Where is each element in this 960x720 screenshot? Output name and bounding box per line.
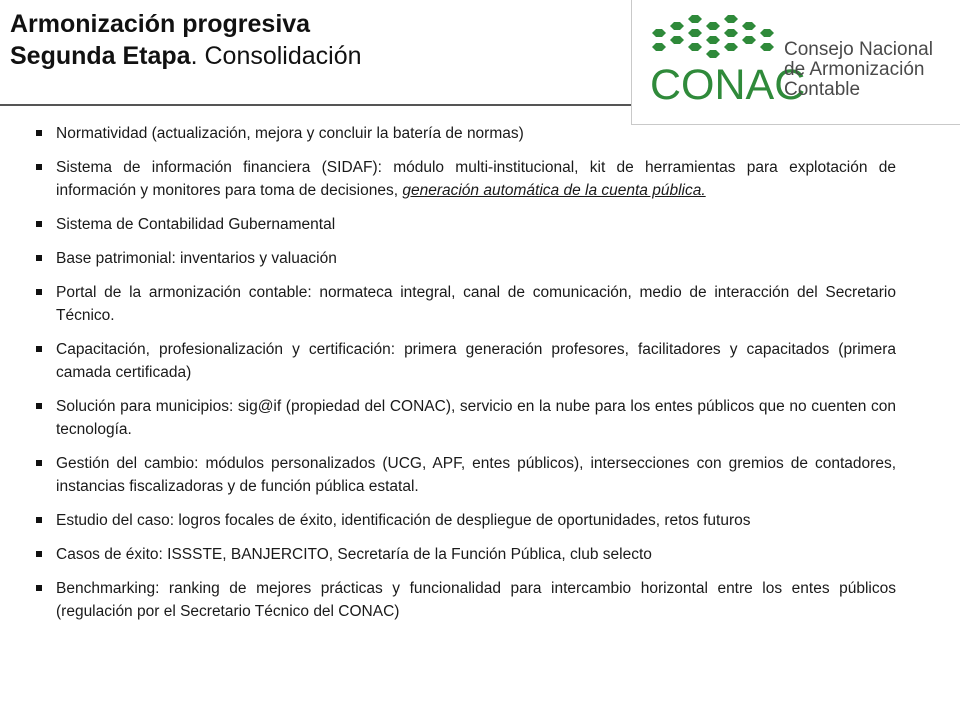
bullet-text: Benchmarking: ranking de mejores prácticas y funcionalidad para intercambio horizontal entre los entes públicos (regulación por el Secretario Técnico del CONAC) <box>56 580 896 620</box>
square-bullet-icon <box>36 221 42 227</box>
square-bullet-icon <box>36 289 42 295</box>
bullet-list <box>36 122 896 634</box>
square-bullet-icon <box>36 517 42 523</box>
list-item <box>36 247 896 270</box>
list-item <box>36 452 896 498</box>
list-item <box>36 543 896 566</box>
square-bullet-icon <box>36 130 42 136</box>
bullet-text: Sistema de Contabilidad Gubernamental <box>56 216 336 233</box>
logo-full-name <box>784 40 933 100</box>
list-item <box>36 338 896 384</box>
title-line-2-bold: Segunda Etapa <box>10 42 191 70</box>
bullet-text: Portal de la armonización contable: normateca integral, canal de comunicación, medio de interacción del Secretario Técnico. <box>56 284 896 324</box>
list-item <box>36 213 896 236</box>
list-item <box>36 281 896 327</box>
conac-logo <box>631 0 960 125</box>
logo-acronym: CONAC <box>650 61 806 109</box>
slide-title <box>10 8 362 72</box>
title-divider <box>0 104 632 106</box>
square-bullet-icon <box>36 164 42 170</box>
list-item <box>36 577 896 623</box>
logo-name-line-2: de Armonización <box>784 59 925 80</box>
bullet-text: Base patrimonial: inventarios y valuación <box>56 250 337 267</box>
title-line-1: Armonización progresiva <box>10 10 311 38</box>
title-line-2 <box>10 40 362 72</box>
square-bullet-icon <box>36 460 42 466</box>
bullet-text: Normatividad (actualización, mejora y concluir la batería de normas) <box>56 125 524 142</box>
square-bullet-icon <box>36 551 42 557</box>
bullet-text: Gestión del cambio: módulos personalizados (UCG, APF, entes públicos), intersecciones con gremios de contadores, instancias fiscalizadoras y de función pública estatal. <box>56 455 896 495</box>
list-item <box>36 509 896 532</box>
logo-name-line-1: Consejo Nacional <box>784 39 933 60</box>
bullet-text: Casos de éxito: ISSSTE, BANJERCITO, Secretaría de la Función Pública, club selecto <box>56 546 652 563</box>
square-bullet-icon <box>36 403 42 409</box>
bullet-text: Sistema de información financiera (SIDAF): módulo multi-institucional, kit de herramientas para explotación de información y monitores para toma de decisiones, <box>56 159 896 199</box>
logo-name-line-3: Contable <box>784 79 861 100</box>
underlined-emphasis: generación automática de la cuenta pública. <box>402 182 706 199</box>
square-bullet-icon <box>36 585 42 591</box>
list-item <box>36 395 896 441</box>
title-line-2-rest: . Consolidación <box>190 42 362 70</box>
list-item <box>36 156 896 202</box>
list-item <box>36 122 896 145</box>
square-bullet-icon <box>36 255 42 261</box>
bullet-text: Solución para municipios: sig@if (propiedad del CONAC), servicio en la nube para los entes públicos que no cuenten con tecnología. <box>56 398 896 438</box>
square-bullet-icon <box>36 346 42 352</box>
hexagon-cluster-icon <box>648 14 778 64</box>
bullet-text: Capacitación, profesionalización y certificación: primera generación profesores, facilitadores y capacitados (primera camada certificada) <box>56 341 896 381</box>
bullet-text: Estudio del caso: logros focales de éxito, identificación de despliegue de oportunidades, retos futuros <box>56 512 751 529</box>
